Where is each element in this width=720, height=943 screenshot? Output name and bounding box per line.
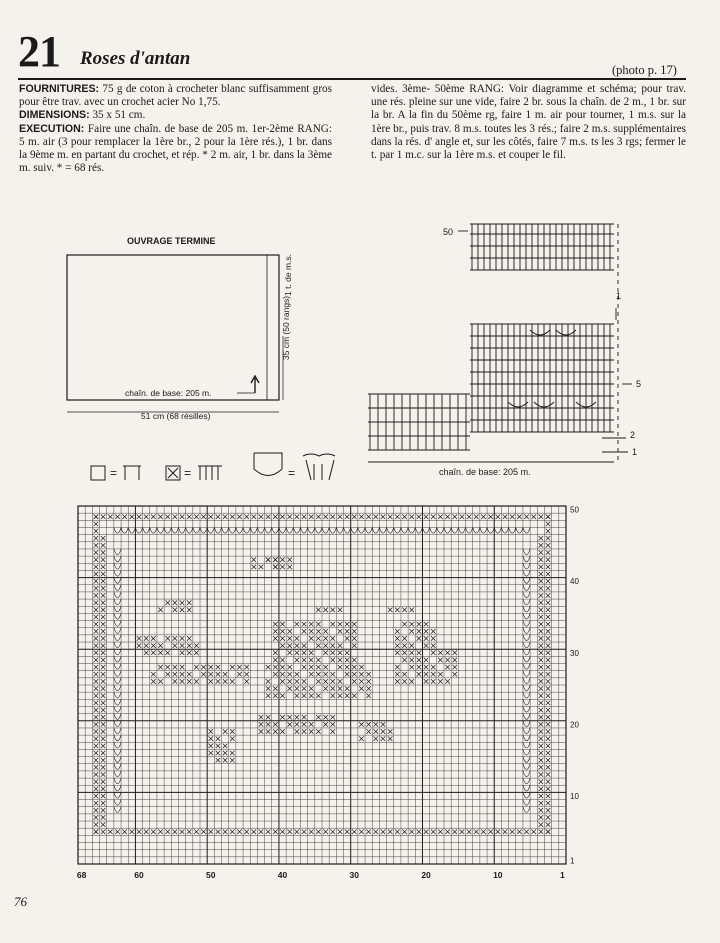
pattern-title: Roses d'antan (80, 48, 191, 69)
execution-label: EXECUTION: (19, 122, 85, 135)
instructions-right-column (371, 83, 686, 162)
chart-x-tick: 1 (560, 870, 565, 880)
schematic-width-label: 51 cm (68 résilles) (141, 411, 211, 421)
legend-equals-1: = (110, 466, 118, 480)
chart-y-tick: 30 (570, 648, 579, 658)
legend-empty-stitches-icon (123, 466, 141, 480)
dimensions-paragraph (19, 109, 332, 122)
legend-filled-stitches-icon (198, 466, 222, 480)
chart-x-tick: 60 (134, 870, 144, 880)
chart-y-tick: 50 (570, 505, 579, 515)
marker-5: 5 (636, 379, 642, 389)
stitch-diagram (340, 212, 670, 482)
pattern-number: 21 (18, 27, 60, 76)
marker-1-bottom: 1 (632, 447, 638, 457)
schematic-base-label: chaîn. de base: 205 m. (125, 388, 212, 398)
chart-y-tick: 1 (570, 856, 575, 866)
fournitures-text: 75 g de coton à crocheter blanc suffisamment gros pour être trav. avec un crochet acier No 1,75. (19, 83, 332, 109)
execution-continued: vides. 3ème- 50ème RANG: Voir diagramme et schéma; pour trav. une rés. pleine sur une vide, faire 2 br. sous la chaîn. de 2 m., 1 br. sur la br. A la fin du 50ème rg, faire 1 m. air pour tourner, 1 m.s. sur la 1ère br., puis trav. 8 m.s. toutes les 3 rés.; faire 2 m.s. supplémentaires dans la rés. d' angle et, sur les côtés, faire 7 m.s. ts les 3 rgs; fermer le t. par 1 m.c. sur la 1ère m.s. et couper le fil. (371, 83, 686, 162)
fournitures-label: FOURNITURES: (19, 83, 100, 95)
chart-x-tick: 30 (349, 870, 360, 880)
chart-y-tick: 40 (570, 577, 579, 587)
chart-x-tick: 20 (421, 870, 431, 880)
dimensions-label: DIMENSIONS: (19, 109, 90, 122)
fournitures-paragraph (19, 83, 332, 109)
legend-equals-3: = (288, 466, 296, 480)
chart-x-tick: 50 (206, 870, 216, 880)
finished-work-schematic (55, 228, 305, 428)
instructions-left-column (19, 83, 332, 175)
legend-arc-stitches-icon (303, 454, 335, 480)
marker-50: 50 (443, 227, 454, 237)
schematic-title: OUVRAGE TERMINE (127, 236, 216, 246)
chart-x-tick: 10 (493, 870, 503, 880)
marker-1-top: 1 (616, 291, 622, 301)
header-rule (18, 78, 686, 80)
chart-x-tick: 40 (277, 870, 288, 880)
legend-equals-2: = (184, 466, 192, 480)
chart-y-tick: 10 (570, 791, 579, 801)
symbol-legend (88, 452, 348, 488)
chart-y-tick: 20 (570, 720, 579, 730)
chart-x-tick: 68 (76, 870, 87, 880)
legend-arc-square-icon (254, 453, 282, 476)
schematic-height-label: 35 cm (50 rangs) (281, 295, 291, 361)
marker-2: 2 (630, 430, 636, 440)
execution-text: Faire une chaîn. de base de 205 m. 1er-2ème RANG: 5 m. air (3 pour remplacer la 1ère br., 2 pour la 1ère rés.), 1 br. dans la 9ème m. en partant du crochet, et rép. * 2 m. air, 1 br. dans la 3ème m. suiv. * = 68 rés. (19, 122, 332, 175)
filet-chart (52, 496, 592, 891)
photo-reference: (photo p. 17) (612, 63, 677, 77)
stitch-base-label: chaîn. de base: 205 m. (439, 467, 531, 477)
schematic-border-label: 1 t. de m.s. (283, 253, 293, 297)
legend-empty-square-icon (91, 466, 105, 480)
execution-paragraph (19, 123, 332, 176)
dimensions-text: 35 x 51 cm. (89, 109, 146, 122)
page-number: 76 (14, 894, 27, 909)
schematic-start-arrow-icon (251, 376, 259, 393)
